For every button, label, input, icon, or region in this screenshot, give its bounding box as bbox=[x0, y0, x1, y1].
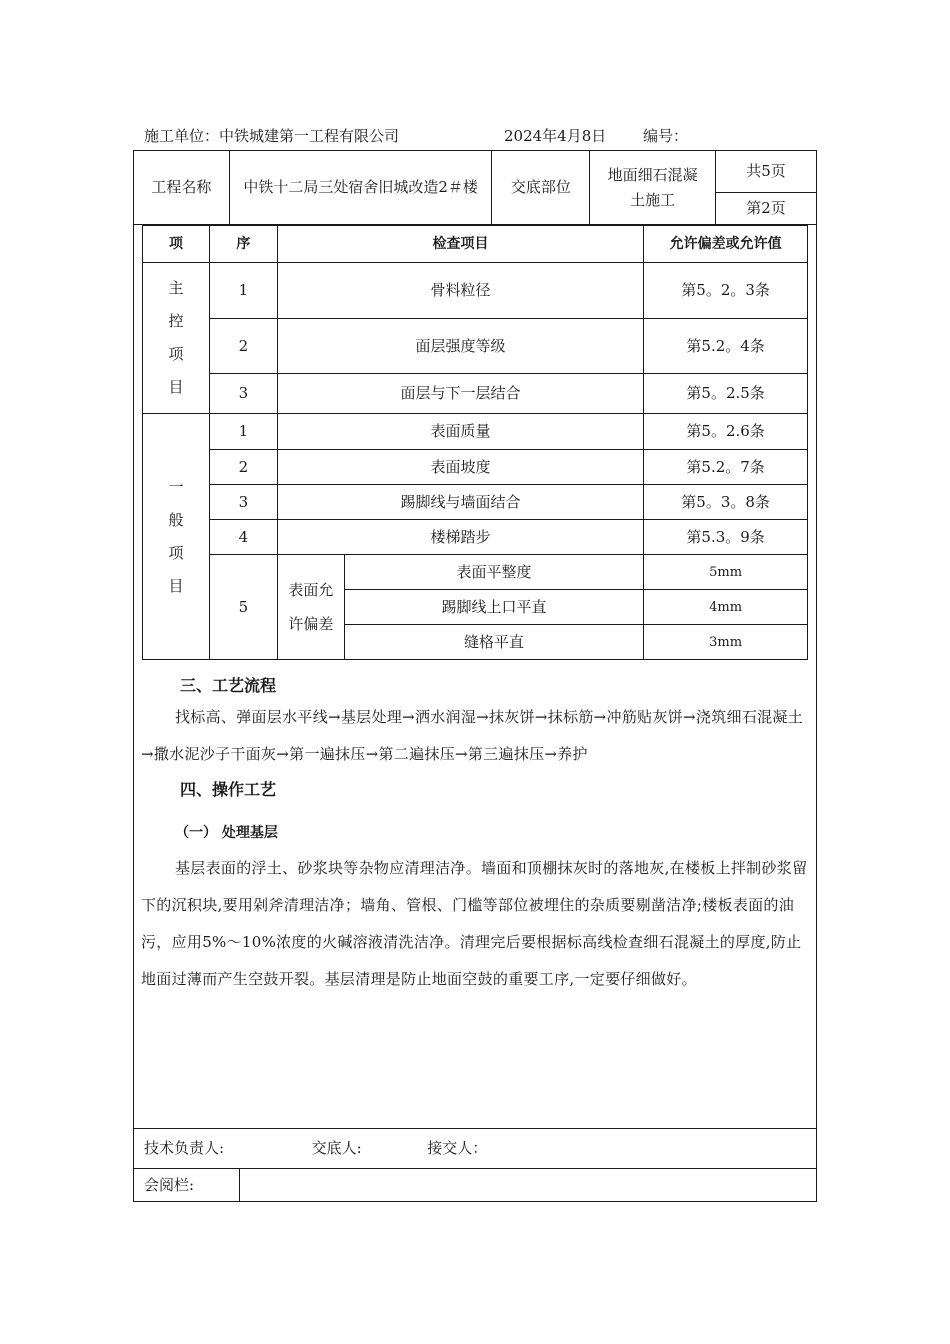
page-number: 第2页 bbox=[716, 193, 817, 225]
tech-lead-label: 技术负责人: bbox=[144, 1139, 225, 1157]
main-control-group: 主控项目 bbox=[143, 263, 210, 414]
project-name: 中铁十二局三处宿舍旧城改造2＃楼 bbox=[229, 151, 492, 225]
table-row-name: 面层强度等级 bbox=[277, 319, 643, 374]
section-4-subtitle: （一） 处理基层 bbox=[175, 825, 278, 841]
header-allow: 允许偏差或允许值 bbox=[644, 226, 808, 263]
discloser-label: 交底人: bbox=[311, 1139, 362, 1157]
tolerance-row-value: 4mm bbox=[644, 590, 808, 625]
tolerance-row-value: 5mm bbox=[644, 555, 808, 590]
table-row-name: 表面质量 bbox=[277, 414, 643, 450]
table-row-value: 第5。3。8条 bbox=[644, 485, 808, 520]
header-check: 检查项目 bbox=[277, 226, 643, 263]
tolerance-row-name: 踢脚线上口平直 bbox=[344, 590, 643, 625]
part-label: 交底部位 bbox=[492, 151, 590, 225]
section-3-text: 找标高、弹面层水平线→基层处理→洒水润湿→抹灰饼→抹标筋→冲筋贴灰饼→浇筑细石混凝土→撒水泥沙子干面灰→第一遍抹压→第二遍抹压→第三遍抹压→养护 bbox=[141, 708, 804, 763]
date: 2024年4月8日 bbox=[504, 127, 607, 145]
table-row-name: 表面坡度 bbox=[277, 450, 643, 485]
table-row-seq: 3 bbox=[209, 485, 277, 520]
table-row-value: 第5.3。9条 bbox=[644, 520, 808, 555]
table-row-seq: 2 bbox=[209, 450, 277, 485]
section-3-title: 三、工艺流程 bbox=[180, 676, 277, 695]
table-row-seq: 2 bbox=[209, 319, 277, 374]
section-4-title: 四、操作工艺 bbox=[180, 780, 277, 799]
tolerance-label: 表面允许偏差 bbox=[277, 555, 344, 660]
tolerance-row-name: 缝格平直 bbox=[344, 625, 643, 660]
project-name-label: 工程名称 bbox=[134, 151, 230, 225]
total-pages: 共5页 bbox=[716, 151, 817, 193]
table-row-seq: 3 bbox=[209, 374, 277, 414]
check-table bbox=[142, 225, 808, 660]
table-row-seq: 1 bbox=[209, 263, 277, 319]
signature-row bbox=[134, 1129, 817, 1169]
review-field[interactable] bbox=[239, 1169, 816, 1202]
table-row-value: 第5.2。7条 bbox=[644, 450, 808, 485]
review-label: 会阅栏: bbox=[134, 1169, 240, 1202]
construction-unit: 施工单位：中铁城建第一工程有限公司 bbox=[144, 127, 400, 145]
part-value: 地面细石混凝土施工 bbox=[590, 151, 716, 225]
tolerance-seq: 5 bbox=[209, 555, 277, 660]
tolerance-row-value: 3mm bbox=[644, 625, 808, 660]
header-seq: 序 bbox=[209, 226, 277, 263]
table-row-value: 第5。2。3条 bbox=[644, 263, 808, 319]
info-table bbox=[133, 150, 817, 225]
table-row-seq: 1 bbox=[209, 414, 277, 450]
table-row-name: 面层与下一层结合 bbox=[277, 374, 643, 414]
table-row-name: 踢脚线与墙面结合 bbox=[277, 485, 643, 520]
table-row-name: 楼梯踏步 bbox=[277, 520, 643, 555]
receiver-label: 接交人： bbox=[427, 1139, 488, 1157]
table-row-value: 第5.2。4条 bbox=[644, 319, 808, 374]
table-row-name: 骨料粒径 bbox=[277, 263, 643, 319]
table-row-seq: 4 bbox=[209, 520, 277, 555]
number-label: 编号： bbox=[643, 127, 689, 145]
tolerance-row-name: 表面平整度 bbox=[344, 555, 643, 590]
general-group: 一般项目 bbox=[143, 414, 210, 660]
section-4-text: 基层表面的浮土、砂浆块等杂物应清理洁净。墙面和顶棚抹灰时的落地灰,在楼板上拌制砂浆留下的沉积块,要用剁斧清理洁净；墙角、管根、门槛等部位被埋住的杂质要剔凿洁净;楼板表面的油污，应用5%～10%浓度的火碱溶液清洗洁净。清理完后要根据标高线检查细石混凝土的厚度,防止地面过薄而产生空鼓开裂。基层清理是防止地面空鼓的重要工序,一定要仔细做好。 bbox=[141, 859, 808, 988]
signature-table bbox=[133, 1128, 817, 1202]
table-row-value: 第5。2.5条 bbox=[644, 374, 808, 414]
header-item: 项 bbox=[143, 226, 210, 263]
table-row-value: 第5。2.6条 bbox=[644, 414, 808, 450]
